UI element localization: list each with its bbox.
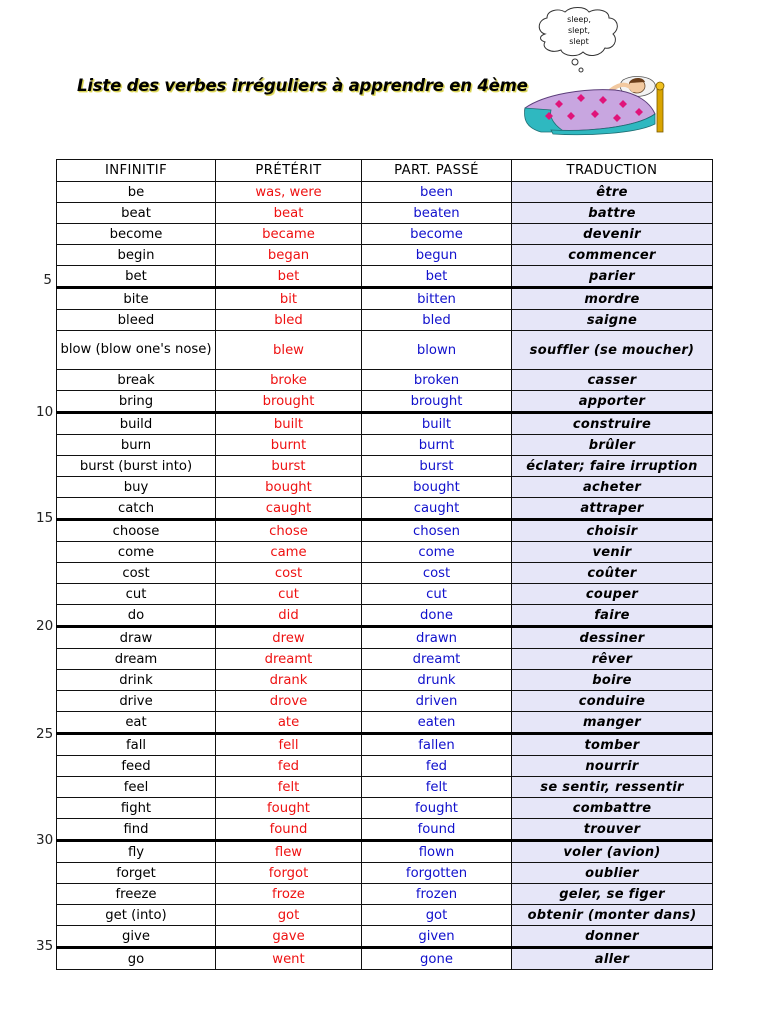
cell-translation: obtenir (monter dans) — [512, 905, 713, 926]
cell-infinitive: cut — [57, 584, 216, 605]
bubble-line-2: slept, — [567, 26, 591, 35]
cell-preterit: froze — [216, 884, 362, 905]
table-row — [57, 798, 713, 819]
cell-translation: devenir — [512, 224, 713, 245]
cell-preterit: broke — [216, 370, 362, 391]
verb-rows — [57, 182, 713, 970]
header-past-participle: PART. PASSÉ — [362, 160, 512, 182]
cell-preterit: bet — [216, 266, 362, 288]
cell-past-participle: flown — [362, 841, 512, 863]
cell-translation: nourrir — [512, 756, 713, 777]
cell-translation: aller — [512, 948, 713, 970]
cell-translation: rêver — [512, 649, 713, 670]
cell-preterit: did — [216, 605, 362, 627]
cell-preterit: fed — [216, 756, 362, 777]
table-row — [57, 584, 713, 605]
cell-infinitive: be — [57, 182, 216, 203]
table-row — [57, 310, 713, 331]
cell-preterit: blew — [216, 331, 362, 370]
cell-translation: geler, se figer — [512, 884, 713, 905]
cell-past-participle: driven — [362, 691, 512, 712]
cell-past-participle: felt — [362, 777, 512, 798]
line-number: 10 — [36, 404, 54, 420]
cell-translation: construire — [512, 413, 713, 435]
cell-past-participle: caught — [362, 498, 512, 520]
cell-translation: combattre — [512, 798, 713, 819]
table-row — [57, 413, 713, 435]
cell-infinitive: buy — [57, 477, 216, 498]
table-row — [57, 605, 713, 627]
cell-preterit: beat — [216, 203, 362, 224]
table-row — [57, 884, 713, 905]
table-row — [57, 819, 713, 841]
thought-bubble-text — [551, 14, 607, 47]
table-row — [57, 542, 713, 563]
cell-infinitive: bet — [57, 266, 216, 288]
table-row — [57, 224, 713, 245]
table-row — [57, 266, 713, 288]
cell-past-participle: drunk — [362, 670, 512, 691]
table-row — [57, 456, 713, 477]
cell-preterit: cut — [216, 584, 362, 605]
bubble-line-1: sleep, — [567, 15, 591, 24]
cell-translation: couper — [512, 584, 713, 605]
cell-preterit: began — [216, 245, 362, 266]
table-row — [57, 182, 713, 203]
cell-preterit: burnt — [216, 435, 362, 456]
cell-preterit: brought — [216, 391, 362, 413]
cell-translation: oublier — [512, 863, 713, 884]
cell-preterit: came — [216, 542, 362, 563]
cell-past-participle: bet — [362, 266, 512, 288]
header-translation: TRADUCTION — [512, 160, 713, 182]
table-row — [57, 245, 713, 266]
cell-preterit: drove — [216, 691, 362, 712]
line-number: 35 — [36, 938, 54, 954]
cell-preterit: built — [216, 413, 362, 435]
cell-infinitive: get (into) — [57, 905, 216, 926]
cell-past-participle: brought — [362, 391, 512, 413]
table-row — [57, 649, 713, 670]
line-number: 25 — [36, 726, 54, 742]
cell-preterit: cost — [216, 563, 362, 584]
header-row — [57, 160, 713, 182]
table-row — [57, 841, 713, 863]
cell-preterit: felt — [216, 777, 362, 798]
cell-infinitive: find — [57, 819, 216, 841]
cell-infinitive: give — [57, 926, 216, 948]
cell-translation: battre — [512, 203, 713, 224]
cell-translation: commencer — [512, 245, 713, 266]
cell-preterit: drew — [216, 627, 362, 649]
cell-infinitive: fly — [57, 841, 216, 863]
table-row — [57, 863, 713, 884]
line-number: 15 — [36, 510, 54, 526]
cell-translation: se sentir, ressentir — [512, 777, 713, 798]
cell-past-participle: become — [362, 224, 512, 245]
cell-preterit: fought — [216, 798, 362, 819]
cell-past-participle: found — [362, 819, 512, 841]
cell-infinitive: burst (burst into) — [57, 456, 216, 477]
cell-translation: être — [512, 182, 713, 203]
cell-preterit: fell — [216, 734, 362, 756]
cell-preterit: became — [216, 224, 362, 245]
table-row — [57, 563, 713, 584]
table-row — [57, 627, 713, 649]
cell-past-participle: blown — [362, 331, 512, 370]
cell-infinitive: forget — [57, 863, 216, 884]
cell-preterit: drank — [216, 670, 362, 691]
cell-translation: coûter — [512, 563, 713, 584]
cell-infinitive: fall — [57, 734, 216, 756]
cell-past-participle: beaten — [362, 203, 512, 224]
cell-preterit: burst — [216, 456, 362, 477]
table-row — [57, 288, 713, 310]
cell-preterit: was, were — [216, 182, 362, 203]
cell-preterit: caught — [216, 498, 362, 520]
table-row — [57, 670, 713, 691]
cell-infinitive: bite — [57, 288, 216, 310]
cell-translation: tomber — [512, 734, 713, 756]
cell-translation: brûler — [512, 435, 713, 456]
cell-past-participle: burnt — [362, 435, 512, 456]
cell-preterit: ate — [216, 712, 362, 734]
cell-past-participle: chosen — [362, 520, 512, 542]
cell-infinitive: blow (blow one's nose) — [57, 331, 216, 370]
table-row — [57, 777, 713, 798]
cell-translation: conduire — [512, 691, 713, 712]
table-row — [57, 905, 713, 926]
cell-translation: dessiner — [512, 627, 713, 649]
cell-past-participle: built — [362, 413, 512, 435]
cell-past-participle: been — [362, 182, 512, 203]
cell-infinitive: do — [57, 605, 216, 627]
cell-past-participle: gone — [362, 948, 512, 970]
cell-past-participle: cost — [362, 563, 512, 584]
cell-infinitive: burn — [57, 435, 216, 456]
cell-past-participle: forgotten — [362, 863, 512, 884]
cell-infinitive: catch — [57, 498, 216, 520]
cell-past-participle: frozen — [362, 884, 512, 905]
cell-infinitive: draw — [57, 627, 216, 649]
cell-translation: éclater; faire irruption — [512, 456, 713, 477]
cell-infinitive: choose — [57, 520, 216, 542]
cell-past-participle: got — [362, 905, 512, 926]
line-number: 5 — [43, 272, 52, 288]
cell-infinitive: bring — [57, 391, 216, 413]
cell-infinitive: drink — [57, 670, 216, 691]
line-number: 20 — [36, 618, 54, 634]
cell-infinitive: become — [57, 224, 216, 245]
cell-preterit: dreamt — [216, 649, 362, 670]
cell-past-participle: cut — [362, 584, 512, 605]
cell-infinitive: go — [57, 948, 216, 970]
cell-infinitive: begin — [57, 245, 216, 266]
cell-infinitive: feel — [57, 777, 216, 798]
cell-preterit: flew — [216, 841, 362, 863]
cell-preterit: forgot — [216, 863, 362, 884]
cell-past-participle: fed — [362, 756, 512, 777]
cell-preterit: went — [216, 948, 362, 970]
table-row — [57, 520, 713, 542]
cell-preterit: bought — [216, 477, 362, 498]
cell-infinitive: beat — [57, 203, 216, 224]
sleeping-person-clipart — [515, 4, 675, 136]
cell-translation: apporter — [512, 391, 713, 413]
table-row — [57, 477, 713, 498]
cell-translation: saigne — [512, 310, 713, 331]
cell-past-participle: drawn — [362, 627, 512, 649]
page-title: Liste des verbes irréguliers à apprendre en 4ème — [77, 76, 528, 95]
cell-translation: acheter — [512, 477, 713, 498]
cell-infinitive: break — [57, 370, 216, 391]
header-preterit: PRÉTÉRIT — [216, 160, 362, 182]
cell-translation: donner — [512, 926, 713, 948]
header-infinitive: INFINITIF — [57, 160, 216, 182]
cell-infinitive: drive — [57, 691, 216, 712]
cell-infinitive: feed — [57, 756, 216, 777]
table-row — [57, 734, 713, 756]
cell-translation: choisir — [512, 520, 713, 542]
table-row — [57, 948, 713, 970]
cell-infinitive: come — [57, 542, 216, 563]
cell-past-participle: bitten — [362, 288, 512, 310]
table-row — [57, 370, 713, 391]
cell-past-participle: broken — [362, 370, 512, 391]
table-row — [57, 331, 713, 370]
cell-translation: trouver — [512, 819, 713, 841]
table-row — [57, 435, 713, 456]
cell-past-participle: done — [362, 605, 512, 627]
cell-preterit: bit — [216, 288, 362, 310]
cell-past-participle: dreamt — [362, 649, 512, 670]
cell-infinitive: build — [57, 413, 216, 435]
cell-infinitive: eat — [57, 712, 216, 734]
table-row — [57, 498, 713, 520]
cell-translation: attraper — [512, 498, 713, 520]
cell-past-participle: bought — [362, 477, 512, 498]
cell-translation: parier — [512, 266, 713, 288]
cell-translation: voler (avion) — [512, 841, 713, 863]
cell-preterit: chose — [216, 520, 362, 542]
cell-preterit: found — [216, 819, 362, 841]
cell-infinitive: freeze — [57, 884, 216, 905]
cell-infinitive: bleed — [57, 310, 216, 331]
cell-past-participle: fallen — [362, 734, 512, 756]
cell-past-participle: begun — [362, 245, 512, 266]
table-row — [57, 926, 713, 948]
cell-past-participle: fought — [362, 798, 512, 819]
line-number: 30 — [36, 832, 54, 848]
bubble-line-3: slept — [569, 37, 589, 46]
cell-translation: faire — [512, 605, 713, 627]
cell-translation: venir — [512, 542, 713, 563]
cell-infinitive: dream — [57, 649, 216, 670]
cell-past-participle: eaten — [362, 712, 512, 734]
table-row — [57, 203, 713, 224]
cell-preterit: bled — [216, 310, 362, 331]
cell-past-participle: given — [362, 926, 512, 948]
table-row — [57, 756, 713, 777]
cell-translation: manger — [512, 712, 713, 734]
table-row — [57, 691, 713, 712]
cell-translation: souffler (se moucher) — [512, 331, 713, 370]
cell-preterit: gave — [216, 926, 362, 948]
irregular-verbs-table — [56, 159, 713, 970]
cell-infinitive: cost — [57, 563, 216, 584]
cell-translation: casser — [512, 370, 713, 391]
cell-past-participle: burst — [362, 456, 512, 477]
cell-past-participle: come — [362, 542, 512, 563]
cell-infinitive: fight — [57, 798, 216, 819]
cell-translation: boire — [512, 670, 713, 691]
table-row — [57, 391, 713, 413]
cell-preterit: got — [216, 905, 362, 926]
cell-past-participle: bled — [362, 310, 512, 331]
table-row — [57, 712, 713, 734]
cell-translation: mordre — [512, 288, 713, 310]
